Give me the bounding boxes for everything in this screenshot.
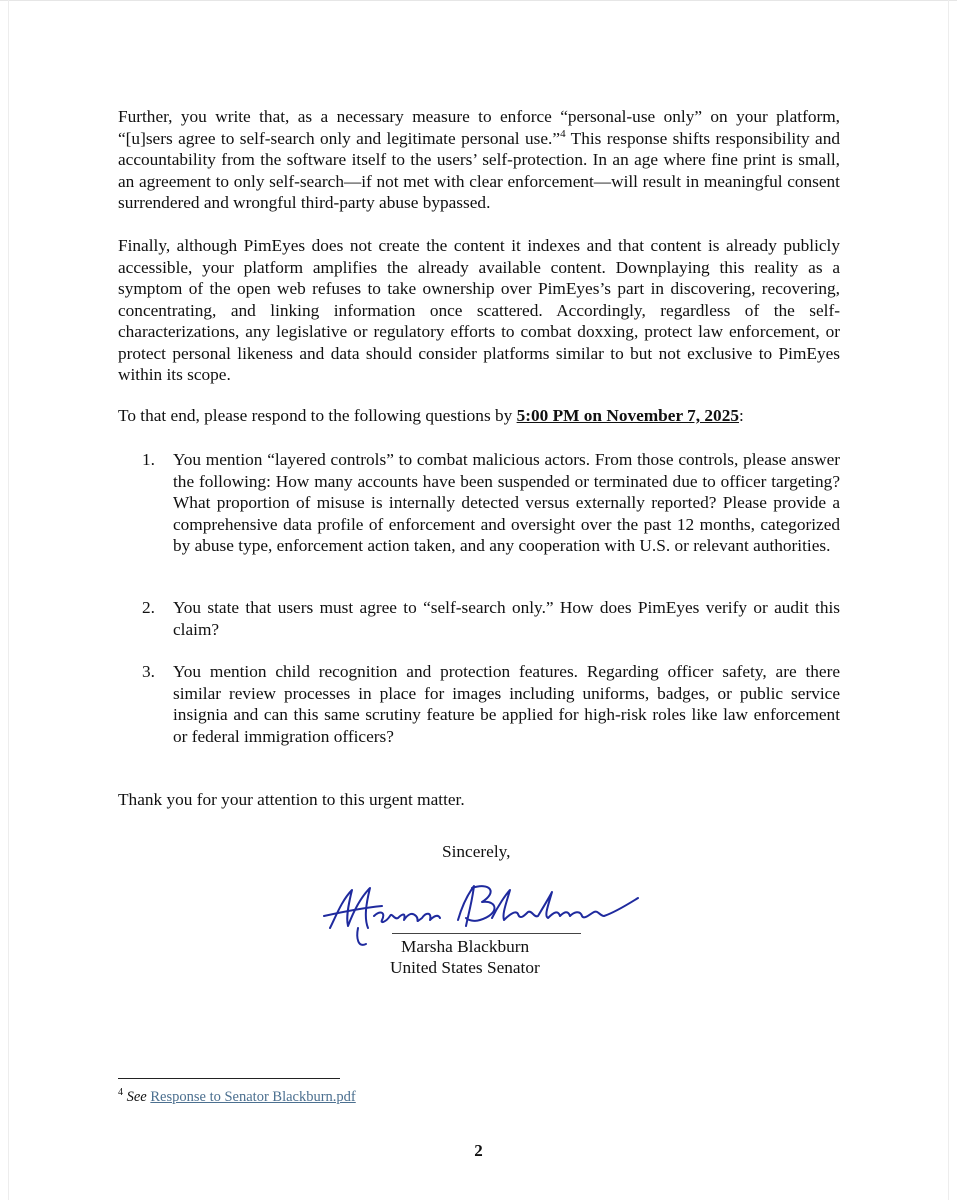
- question-text: You mention “layered controls” to combat malicious actors. From those controls, please answer the following: How many accounts have been suspended or terminated due to officer targeting? What proportion of misuse is internally detected versus externally reported? Please provide a comprehensive data profile of enforcement and oversight over the past 12 months, categorized by abuse type, enforcement action taken, and any cooperation with U.S. or relevant authorities.: [173, 450, 840, 555]
- request-lead-text: To that end, please respond to the following questions by: [118, 406, 517, 425]
- footnote: [118, 1087, 356, 1107]
- footnote-see: See: [126, 1089, 147, 1105]
- page-top-edge: [0, 0, 957, 1]
- signer-name: Marsha Blackburn: [401, 937, 530, 956]
- paragraph-request: [118, 405, 840, 427]
- signature-line: [392, 933, 581, 934]
- question-number: 2.: [142, 598, 155, 617]
- sign-off: Sincerely,: [442, 842, 511, 861]
- question-text: You mention child recognition and protection features. Regarding officer safety, are there similar review processes in place for images including uniforms, badges, or public service insignia and can this same scrutiny feature be applied for high-risk roles like law enforcement or federal immigration officers?: [173, 662, 840, 746]
- closing-line: Thank you for your attention to this urgent matter.: [118, 790, 465, 809]
- signer-title: United States Senator: [390, 958, 540, 977]
- page-right-edge: [948, 0, 949, 1200]
- paragraph-self-search-text-a: Further, you write that, as a necessary measure to enforce “personal-use only” on your platform, “[u]sers agree to self-search only and legitimate personal use.”: [118, 107, 840, 148]
- page-number: 2: [474, 1141, 483, 1160]
- footnote-number: 4: [118, 1087, 123, 1099]
- footnote-separator: [118, 1078, 340, 1079]
- paragraph-self-search: [118, 106, 840, 214]
- paragraph-amplification: Finally, although PimEyes does not create the content it indexes and that content is already publicly accessible, your platform amplifies the already available content. Downplaying this reality as a symptom of the open web refuses to take ownership over PimEyes’s part in discovering, recovering, concentrating, and linking information once scattered. Accordingly, regardless of the self-characterizations, any legislative or regulatory efforts to combat doxxing, protect law enforcement, or protect personal likeness and data should consider platforms similar to but not exclusive to PimEyes within its scope.: [118, 236, 840, 384]
- question-number: 1.: [142, 450, 155, 469]
- footnote-reference[interactable]: 4: [560, 127, 566, 140]
- question-text: You state that users must agree to “self-search only.” How does PimEyes verify or audit this claim?: [173, 598, 840, 639]
- request-trail-text: :: [738, 406, 744, 425]
- footnote-link[interactable]: Response to Senator Blackburn.pdf: [150, 1089, 356, 1105]
- response-deadline: 5:00 PM on November 7, 2025: [516, 406, 739, 425]
- question-number: 3.: [142, 662, 155, 681]
- page-left-edge: [8, 0, 9, 1200]
- paragraph-self-search-text-b: This response shifts responsibility and accountability from the software itself to the users’ self-protection. In an age where fine print is small, an agreement to only self-search—if not met with clear enforcement—will result in meaningful consent surrendered and wrongful third-party abuse bypassed.: [118, 128, 841, 212]
